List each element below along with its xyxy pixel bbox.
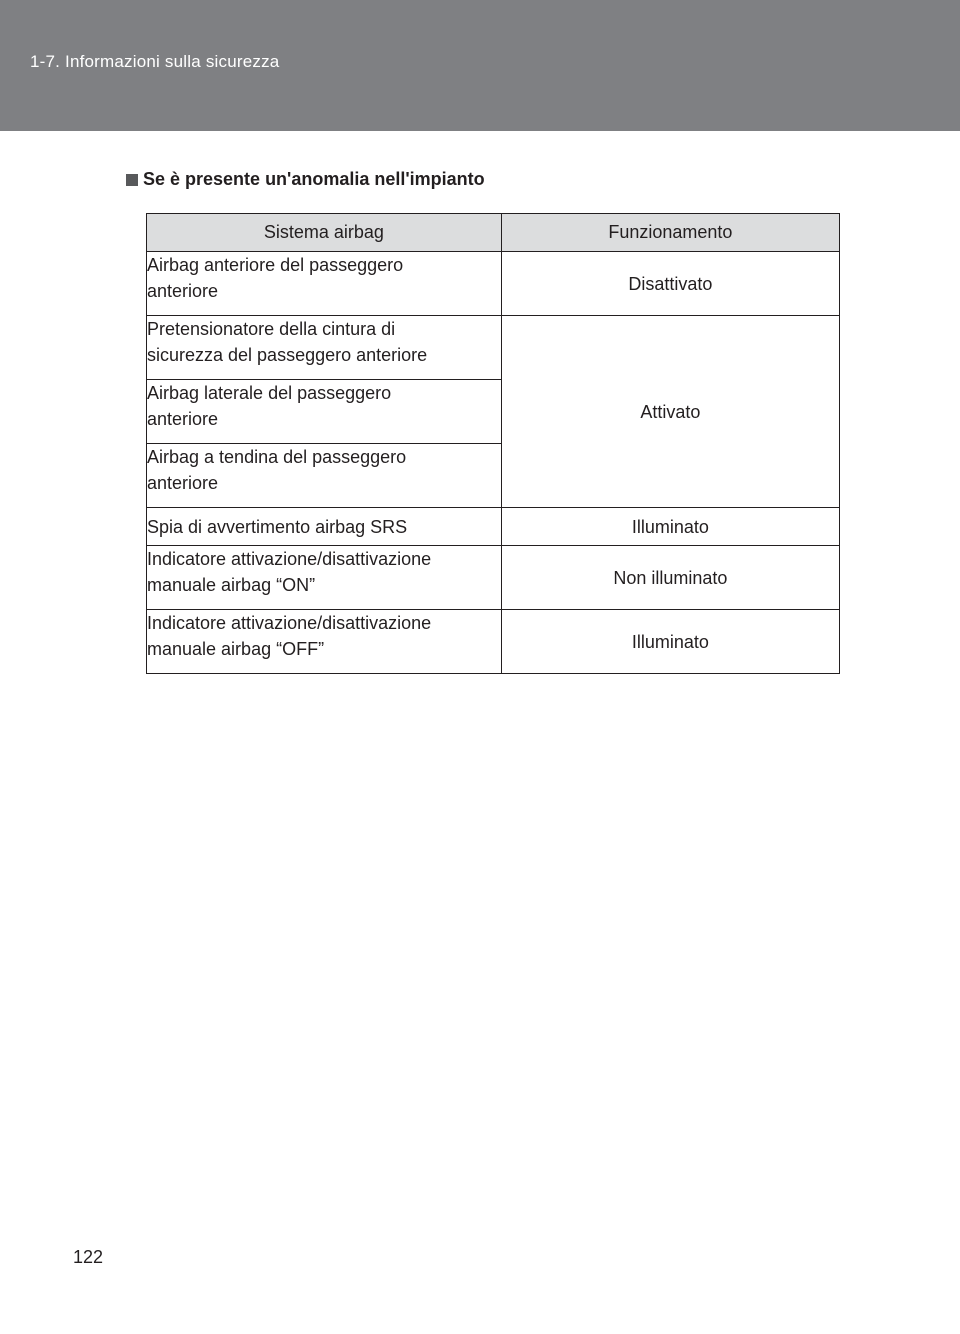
table-row [147,610,840,674]
system-cell [147,546,502,610]
system-name: Indicatore attivazione/disattivazione manuale airbag “ON” [147,549,432,595]
operation-cell: Disattivato [501,252,839,316]
system-name: Airbag a tendina del passeggero anteriore [147,447,407,493]
system-name: Indicatore attivazione/disattivazione manuale airbag “OFF” [147,613,432,659]
system-cell [147,316,502,380]
operation-cell: Non illuminato [501,546,839,610]
table-row [147,508,840,546]
column-header-airbag-system: Sistema airbag [147,214,502,252]
section-heading-text: Se è presente un'anomalia nell'impianto [143,169,485,189]
page-number: 122 [73,1247,104,1267]
system-name: Pretensionatore della cintura di sicurezza del passeggero anteriore [147,319,428,365]
system-name: Airbag laterale del passeggero anteriore [147,383,392,429]
table-row [147,316,840,380]
table-header-row [147,214,840,252]
operation-cell-merged: Attivato [501,316,839,508]
chapter-section-title: 1-7. Informazioni sulla sicurezza [30,52,280,71]
system-cell [147,252,502,316]
system-cell [147,380,502,444]
column-header-operation: Funzionamento [501,214,839,252]
table-row [147,252,840,316]
table-row [147,546,840,610]
bullet-square-icon [126,174,138,186]
header-band [0,0,960,131]
operation-cell: Illuminato [501,610,839,674]
system-cell [147,610,502,674]
section-heading [126,169,485,190]
system-cell [147,508,502,546]
system-name: Spia di avvertimento airbag SRS [147,516,408,537]
system-cell [147,444,502,508]
airbag-operation-table [146,213,840,674]
system-name: Airbag anteriore del passeggero anteriore [147,255,404,301]
operation-cell: Illuminato [501,508,839,546]
